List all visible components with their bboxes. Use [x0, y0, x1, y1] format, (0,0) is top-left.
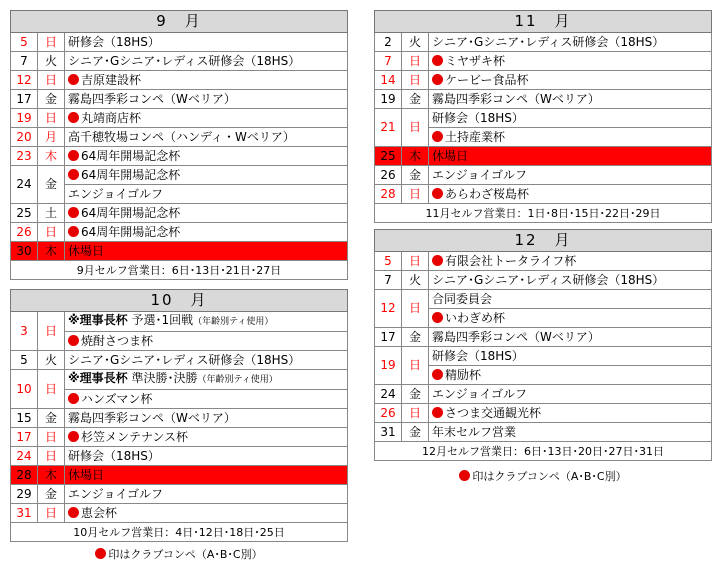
weekday: 金: [38, 166, 65, 204]
day-number: 17: [11, 90, 38, 109]
weekday: 日: [38, 71, 65, 90]
table-row: [11, 370, 348, 390]
weekday: 日: [402, 252, 429, 271]
event-text: 研修会（18HS）: [429, 109, 712, 128]
event-text: 64周年開場記念杯: [81, 224, 181, 239]
weekday: 日: [38, 370, 65, 409]
club-competition-dot-icon: [68, 74, 79, 85]
club-competition-dot-icon: [68, 150, 79, 161]
weekday: 日: [402, 347, 429, 385]
day-number: 31: [11, 504, 38, 523]
table-row: [375, 423, 712, 442]
day-number: 15: [11, 409, 38, 428]
weekday: 金: [402, 423, 429, 442]
club-competition-dot-icon: [68, 431, 79, 442]
legend-text: 印はクラブコンペ（A･B･C別）: [472, 470, 627, 483]
day-number: 24: [375, 385, 402, 404]
club-competition-dot-icon: [68, 207, 79, 218]
day-number: 3: [11, 312, 38, 351]
event-text: 64周年開場記念杯: [81, 205, 181, 220]
weekday: 金: [402, 385, 429, 404]
event-text: 焼酎さつま杯: [81, 333, 154, 348]
weekday: 日: [38, 109, 65, 128]
event-text: 64周年開場記念杯: [81, 148, 181, 163]
club-competition-dot-icon: [68, 507, 79, 518]
day-number: 28: [375, 185, 402, 204]
weekday: 火: [38, 52, 65, 71]
table-row: [11, 109, 348, 128]
club-competition-dot-icon: [432, 74, 443, 85]
day-number: 7: [375, 271, 402, 290]
club-competition-dot-icon: [95, 548, 106, 559]
event-text: 霧島四季彩コンペ（Wベリア）: [65, 90, 348, 109]
weekday: 金: [402, 166, 429, 185]
event-text: ケービー食品杯: [445, 72, 529, 87]
event-text: 霧島四季彩コンペ（Wベリア）: [429, 90, 712, 109]
event-text: シニア･Gシニア･レディス研修会（18HS）: [65, 351, 348, 370]
weekday: 日: [38, 33, 65, 52]
event-text: 吉原建設杯: [81, 72, 142, 87]
event-text: シニア･Gシニア･レディス研修会（18HS）: [65, 52, 348, 71]
weekday: 金: [402, 90, 429, 109]
table-row: [375, 185, 712, 204]
holiday-row: [375, 147, 712, 166]
day-number: 19: [375, 347, 402, 385]
holiday-row: [11, 242, 348, 261]
event-text: さつま交通観光杯: [445, 405, 542, 420]
club-competition-dot-icon: [432, 312, 443, 323]
day-number: 23: [11, 147, 38, 166]
club-competition-dot-icon: [68, 335, 79, 346]
table-row: [375, 33, 712, 52]
day-number: 7: [375, 52, 402, 71]
table-row: [11, 447, 348, 466]
table-row: [375, 90, 712, 109]
event-text: 休場日: [65, 242, 348, 261]
event-text: 霧島四季彩コンペ（Wベリア）: [429, 328, 712, 347]
october-title: 10 月: [11, 290, 348, 312]
day-number: 24: [11, 447, 38, 466]
december-title: 12 月: [375, 230, 712, 252]
october-calendar: [10, 289, 348, 542]
table-row: [11, 504, 348, 523]
legend: [10, 546, 348, 562]
weekday: 木: [38, 466, 65, 485]
table-row: [11, 33, 348, 52]
day-number: 10: [11, 370, 38, 409]
event-note: （年齢別ティ使用）: [193, 317, 274, 327]
event-text: エンジョイゴルフ: [65, 185, 348, 204]
table-row: [375, 347, 712, 366]
event-text: いわぎめ杯: [445, 310, 506, 325]
weekday: 火: [402, 271, 429, 290]
event-text: 研修会（18HS）: [65, 447, 348, 466]
day-number: 20: [11, 128, 38, 147]
event-text: エンジョイゴルフ: [65, 485, 348, 504]
table-row: [11, 312, 348, 332]
event-text: 年末セルフ営業: [429, 423, 712, 442]
event-text: 高千穂牧場コンペ（ハンディ・Wベリア）: [65, 128, 348, 147]
event-text: シニア･Gシニア･レディス研修会（18HS）: [429, 271, 712, 290]
day-number: 17: [375, 328, 402, 347]
holiday-row: [11, 466, 348, 485]
november-calendar: [374, 10, 712, 223]
day-number: 26: [11, 223, 38, 242]
weekday: 火: [402, 33, 429, 52]
table-row: [375, 252, 712, 271]
event-round: 準決勝･決勝: [131, 371, 198, 385]
november-title: 11 月: [375, 11, 712, 33]
weekday: 金: [402, 328, 429, 347]
self-service-days: 12月セルフ営業日：6日･13日･20日･27日･31日: [375, 442, 712, 461]
table-row: [11, 147, 348, 166]
weekday: 木: [38, 147, 65, 166]
weekday: 木: [402, 147, 429, 166]
self-service-days: 10月セルフ営業日：4日･12日･18日･25日: [11, 523, 348, 542]
event-text: 研修会（18HS）: [429, 347, 712, 366]
weekday: 火: [38, 351, 65, 370]
table-row: [375, 271, 712, 290]
table-row: [11, 409, 348, 428]
weekday: 土: [38, 204, 65, 223]
event-text: エンジョイゴルフ: [429, 166, 712, 185]
day-number: 7: [11, 52, 38, 71]
table-row: [11, 90, 348, 109]
event-text: 休場日: [429, 147, 712, 166]
day-number: 5: [11, 33, 38, 52]
september-calendar: [10, 10, 348, 280]
event-text: 合同委員会: [429, 290, 712, 309]
day-number: 24: [11, 166, 38, 204]
day-number: 14: [375, 71, 402, 90]
club-competition-dot-icon: [68, 393, 79, 404]
table-row: [375, 404, 712, 423]
club-competition-dot-icon: [432, 369, 443, 380]
table-row: [375, 71, 712, 90]
legend: [374, 468, 712, 484]
table-row: [11, 71, 348, 90]
table-row: [11, 485, 348, 504]
day-number: 5: [11, 351, 38, 370]
table-row: [11, 351, 348, 370]
weekday: 金: [38, 90, 65, 109]
event-text: 杉笠メンテナンス杯: [81, 429, 189, 444]
day-number: 12: [11, 71, 38, 90]
september-title: 9 月: [11, 11, 348, 33]
club-competition-dot-icon: [432, 188, 443, 199]
weekday: 日: [38, 504, 65, 523]
weekday: 木: [38, 242, 65, 261]
table-row: [11, 128, 348, 147]
club-competition-dot-icon: [68, 226, 79, 237]
event-text: 研修会（18HS）: [65, 33, 348, 52]
weekday: 金: [38, 485, 65, 504]
event-text: 休場日: [65, 466, 348, 485]
day-number: 21: [375, 109, 402, 147]
event-text: 霧島四季彩コンペ（Wベリア）: [65, 409, 348, 428]
table-row: [375, 109, 712, 128]
weekday: 日: [38, 312, 65, 351]
club-competition-dot-icon: [68, 112, 79, 123]
weekday: 日: [402, 404, 429, 423]
day-number: 25: [375, 147, 402, 166]
day-number: 30: [11, 242, 38, 261]
december-calendar: [374, 229, 712, 461]
weekday: 日: [402, 290, 429, 328]
event-text: ハンズマン杯: [81, 391, 153, 406]
day-number: 19: [11, 109, 38, 128]
self-service-days: 9月セルフ営業日：6日･13日･21日･27日: [11, 261, 348, 280]
event-round: 予選･1回戦: [131, 313, 194, 327]
club-competition-dot-icon: [432, 131, 443, 142]
event-text: シニア･Gシニア･レディス研修会（18HS）: [429, 33, 712, 52]
weekday: 月: [38, 128, 65, 147]
club-competition-dot-icon: [432, 255, 443, 266]
event-text: エンジョイゴルフ: [429, 385, 712, 404]
event-text: 64周年開場記念杯: [81, 167, 181, 182]
event-text: 丸靖商店杯: [81, 110, 142, 125]
weekday: 日: [402, 52, 429, 71]
weekday: 日: [402, 109, 429, 147]
event-text: ミヤザキ杯: [445, 53, 506, 68]
event-title: ※理事長杯: [68, 371, 128, 385]
event-title: ※理事長杯: [68, 313, 128, 327]
day-number: 2: [375, 33, 402, 52]
weekday: 金: [38, 409, 65, 428]
table-row: [375, 52, 712, 71]
table-row: [11, 223, 348, 242]
day-number: 26: [375, 166, 402, 185]
table-row: [375, 290, 712, 309]
day-number: 29: [11, 485, 38, 504]
table-row: [11, 166, 348, 185]
weekday: 日: [402, 185, 429, 204]
table-row: [375, 385, 712, 404]
table-row: [11, 204, 348, 223]
weekday: 日: [38, 447, 65, 466]
weekday: 日: [402, 71, 429, 90]
table-row: [375, 166, 712, 185]
table-row: [11, 52, 348, 71]
event-text: 土持産業杯: [445, 129, 506, 144]
self-service-days: 11月セルフ営業日：1日･8日･15日･22日･29日: [375, 204, 712, 223]
table-row: [375, 328, 712, 347]
weekday: 日: [38, 428, 65, 447]
day-number: 17: [11, 428, 38, 447]
legend-text: 印はクラブコンペ（A･B･C別）: [108, 548, 263, 561]
day-number: 25: [11, 204, 38, 223]
club-competition-dot-icon: [459, 470, 470, 481]
club-competition-dot-icon: [68, 169, 79, 180]
day-number: 12: [375, 290, 402, 328]
day-number: 26: [375, 404, 402, 423]
club-competition-dot-icon: [432, 407, 443, 418]
day-number: 5: [375, 252, 402, 271]
weekday: 日: [38, 223, 65, 242]
day-number: 19: [375, 90, 402, 109]
event-text: あらわざ桜島杯: [445, 186, 530, 201]
event-text: 精励杯: [445, 367, 482, 382]
event-note: （年齢別ティ使用）: [197, 375, 278, 385]
club-competition-dot-icon: [432, 55, 443, 66]
event-text: 恵会杯: [81, 505, 118, 520]
table-row: [11, 428, 348, 447]
event-text: 有限会社トータライフ杯: [445, 253, 577, 268]
day-number: 28: [11, 466, 38, 485]
day-number: 31: [375, 423, 402, 442]
